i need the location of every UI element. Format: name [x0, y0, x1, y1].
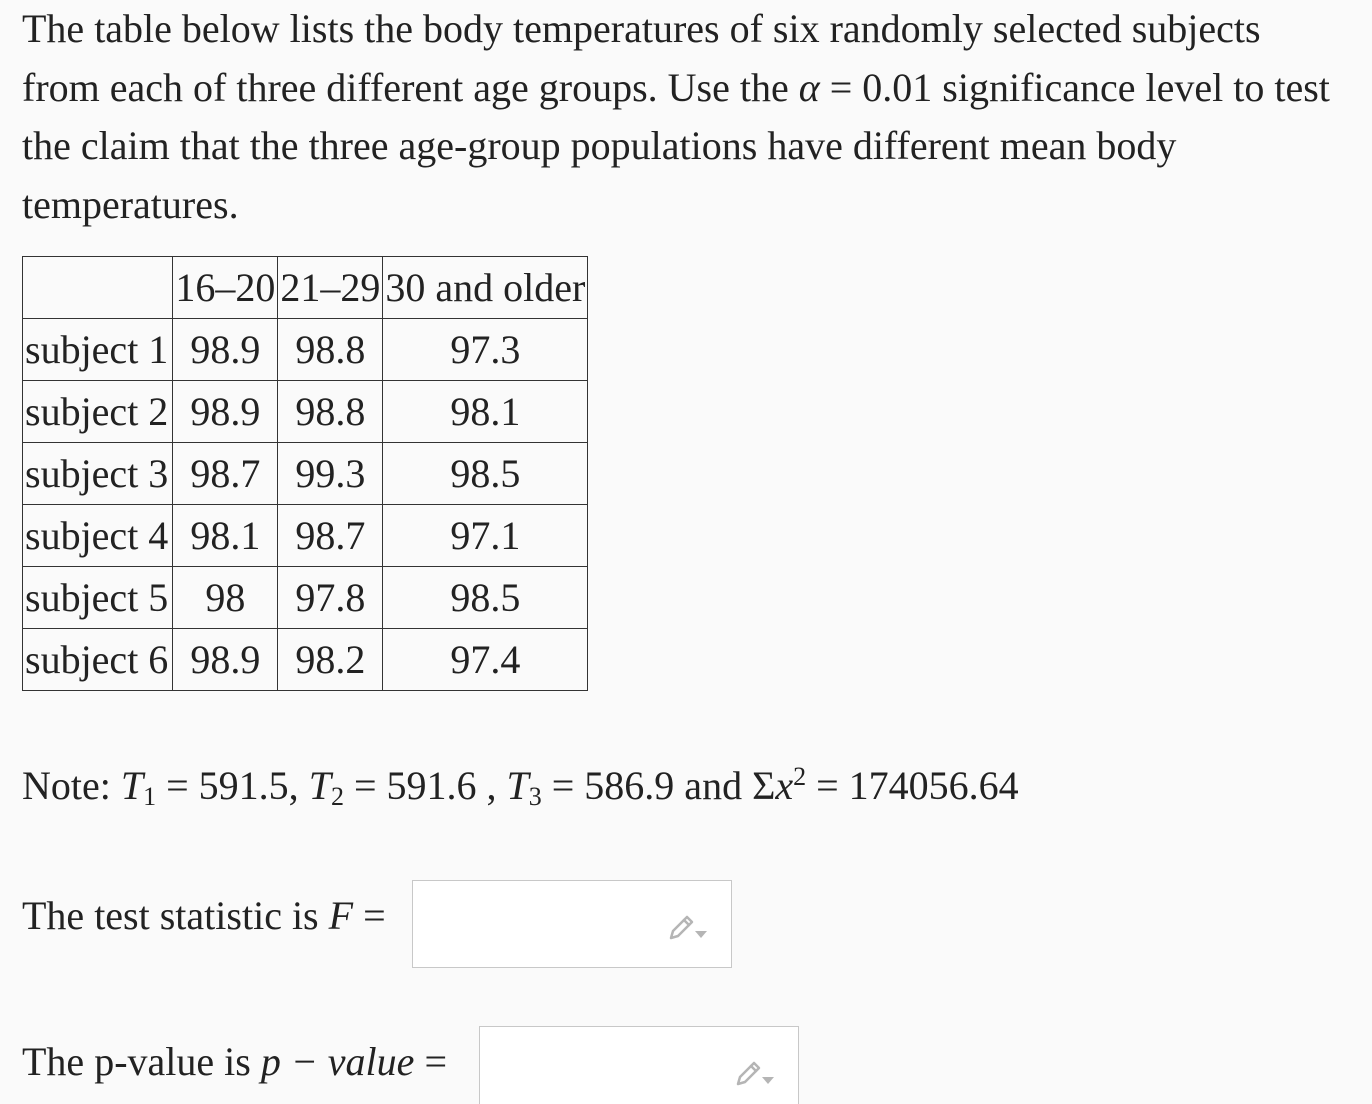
t3-subscript: 3 — [528, 782, 542, 811]
p-value-question — [22, 1038, 447, 1085]
alpha-value: = 0.01 — [819, 64, 933, 110]
f-prefix: The test statistic is — [22, 893, 329, 938]
intro-part1: The table below lists the body temperatures of six randomly selected subjects from each of three different age groups. Use the — [22, 6, 1261, 110]
x-superscript: 2 — [793, 762, 807, 791]
p-equals: = — [414, 1039, 447, 1084]
table-row — [23, 381, 588, 443]
f-symbol: F — [328, 893, 354, 938]
pencil-dropdown-icon[interactable] — [734, 1053, 776, 1089]
table-cell: 98.8 — [278, 319, 383, 381]
table-cell: 98.9 — [173, 381, 278, 443]
header-21-29: 21–29 — [278, 257, 383, 319]
table-cell: 97.4 — [383, 629, 588, 691]
header-16-20: 16–20 — [173, 257, 278, 319]
table-cell: 98.1 — [383, 381, 588, 443]
t3-value: = 586.9 and Σ — [541, 763, 776, 808]
table-cell: 98.9 — [173, 629, 278, 691]
row-label: subject 4 — [23, 505, 173, 567]
table-cell: 97.1 — [383, 505, 588, 567]
table-row — [23, 319, 588, 381]
row-label: subject 2 — [23, 381, 173, 443]
row-label: subject 1 — [23, 319, 173, 381]
t1-symbol: T — [120, 763, 144, 808]
row-label: subject 5 — [23, 567, 173, 629]
t2-value: = 591.6 , — [343, 763, 507, 808]
table-cell: 98.9 — [173, 319, 278, 381]
row-label: subject 3 — [23, 443, 173, 505]
table-cell: 98.7 — [278, 505, 383, 567]
pencil-dropdown-icon[interactable] — [667, 907, 709, 943]
row-label: subject 6 — [23, 629, 173, 691]
table-cell: 98 — [173, 567, 278, 629]
table-cell: 98.5 — [383, 567, 588, 629]
t3-symbol: T — [506, 763, 529, 808]
header-corner — [23, 257, 173, 319]
problem-statement — [22, 0, 1342, 234]
test-statistic-question — [22, 892, 386, 939]
table-cell: 98.2 — [278, 629, 383, 691]
table-cell: 97.3 — [383, 319, 588, 381]
t1-value: = 591.5, — [156, 763, 309, 808]
table-header-row — [23, 257, 588, 319]
alpha-symbol: α — [798, 64, 820, 110]
table-cell: 98.1 — [173, 505, 278, 567]
table-row — [23, 567, 588, 629]
temperature-table — [22, 256, 588, 691]
table-row — [23, 629, 588, 691]
header-30-and-older: 30 and older — [383, 257, 588, 319]
t2-subscript: 2 — [330, 782, 344, 811]
table-cell: 97.8 — [278, 567, 383, 629]
table-cell: 98.8 — [278, 381, 383, 443]
test-statistic-input[interactable] — [412, 880, 732, 968]
table-cell: 98.5 — [383, 443, 588, 505]
t2-symbol: T — [308, 763, 331, 808]
note-line — [22, 762, 1019, 812]
p-symbol: p − value — [260, 1039, 415, 1084]
f-equals: = — [353, 893, 386, 938]
sum-value: = 174056.64 — [806, 763, 1019, 808]
table-cell: 98.7 — [173, 443, 278, 505]
table-row — [23, 505, 588, 567]
table-cell: 99.3 — [278, 443, 383, 505]
x-symbol: x — [775, 763, 794, 808]
intro-part2: significance level to test the claim that the three age-group populations have different mean body temperatures. — [22, 64, 1330, 227]
table-row — [23, 443, 588, 505]
note-prefix: Note: — [22, 763, 121, 808]
p-prefix: The p-value is — [22, 1039, 261, 1084]
t1-subscript: 1 — [143, 782, 157, 811]
p-value-input[interactable] — [479, 1026, 799, 1104]
